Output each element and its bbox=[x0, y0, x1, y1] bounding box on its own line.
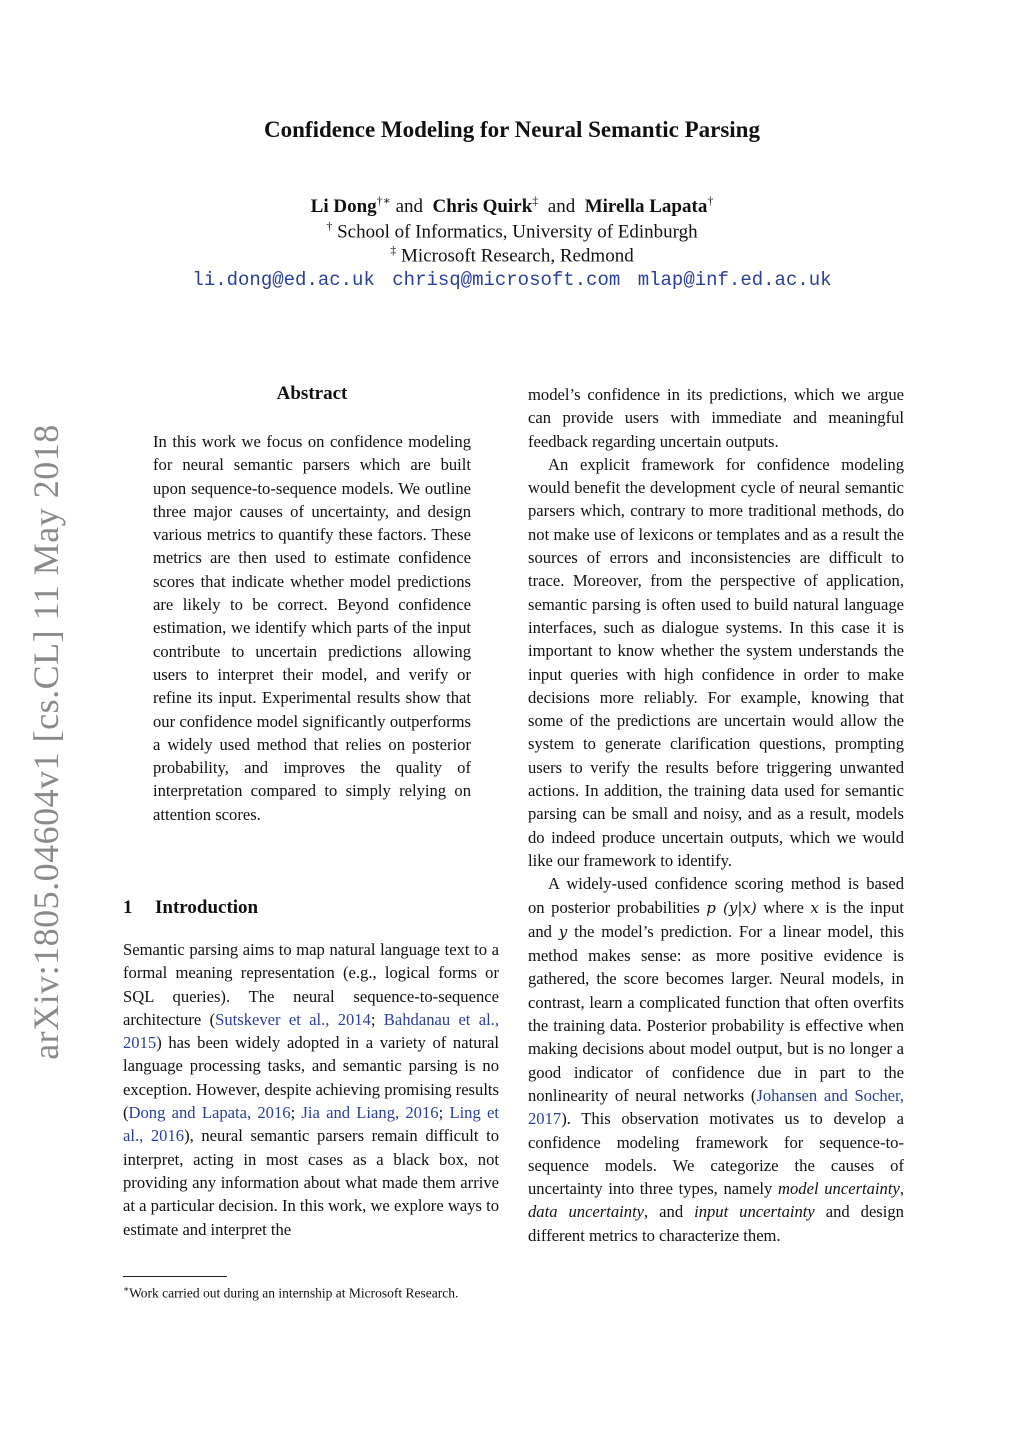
email-link[interactable]: li.dong@ed.ac.uk bbox=[192, 269, 375, 291]
citation-link[interactable]: Sutskever et al., 2014 bbox=[215, 1009, 371, 1029]
affiliation-mark: † bbox=[326, 219, 333, 233]
body-text: , bbox=[899, 1179, 904, 1199]
body-text: ) has been widely adopted in a variety of natural language processing tasks, and semantic parsing is no exception. However, despite achieving promising results ( bbox=[123, 1033, 499, 1123]
footnote-divider bbox=[123, 1276, 227, 1277]
body-text: ; bbox=[370, 1009, 384, 1029]
section-title: Introduction bbox=[155, 897, 259, 918]
body-text: ). This observation motivates us to develop a confidence modeling framework for sequence-to-sequence models. We categorize the causes of uncertainty into three types, namely bbox=[528, 1109, 904, 1199]
affiliation bbox=[0, 219, 1024, 243]
emphasis-text: input uncertainty bbox=[694, 1202, 815, 1222]
emphasis-text: model uncertainty bbox=[778, 1179, 900, 1199]
citation-link[interactable]: Dong and Lapata, 2016 bbox=[128, 1103, 291, 1123]
email-link[interactable]: chrisq@microsoft.com bbox=[392, 269, 621, 291]
author-name: Mirella Lapata bbox=[584, 196, 708, 217]
body-text: ), neural semantic parsers remain difficult to interpret, acting in most cases as a black box, not providing any information about what made them arrive at a particular decision. In this work, we explore ways to estimate and interpret the bbox=[123, 1126, 500, 1239]
section-heading bbox=[123, 897, 258, 919]
body-text: ; bbox=[438, 1103, 450, 1123]
email-link[interactable]: mlap@inf.ed.ac.uk bbox=[637, 269, 832, 291]
paper-title: Confidence Modeling for Neural Semantic Parsing bbox=[264, 117, 760, 142]
body-text: , and bbox=[644, 1202, 695, 1222]
author-name: Chris Quirk bbox=[432, 196, 533, 217]
body-text: where bbox=[756, 897, 811, 917]
citation-link[interactable]: Bahdanau et al., 2015 bbox=[123, 1009, 499, 1053]
author-separator: and bbox=[547, 196, 576, 217]
body-text: the model’s prediction. For a linear model, this method makes sense: as more positive evidence is gathered, the score becomes larger. Neural models, in contrast, learn a complicated function that often overfits the training data. Posterior probability is effective when making decisions about model output, but is no longer a good indicator of confidence due in part to the nonlinearity of neural networks ( bbox=[528, 921, 904, 1105]
footnote-text: Work carried out during an internship at Microsoft Research. bbox=[129, 1285, 459, 1301]
affiliation bbox=[0, 243, 1024, 267]
arxiv-identifier: arXiv:1805.04604v1 [cs.CL] 11 May 2018 bbox=[26, 424, 66, 1060]
abstract-heading: Abstract bbox=[276, 383, 348, 404]
citation-link[interactable]: Jia and Liang, 2016 bbox=[301, 1103, 439, 1123]
author-list bbox=[0, 195, 1024, 219]
right-column bbox=[528, 383, 904, 1247]
affiliation-text: School of Informatics, University of Edinburgh bbox=[337, 221, 698, 243]
author-separator: and bbox=[395, 196, 423, 217]
author-mark: ‡ bbox=[532, 193, 539, 208]
body-text: Semantic parsing aims to map natural language text to a formal meaning representation (e.g., logical forms or SQL queries). The neural sequence-to-sequence architecture ( bbox=[123, 940, 499, 1029]
body-text: and design different metrics to characterize them. bbox=[528, 1202, 904, 1245]
math-expression: y bbox=[558, 922, 568, 941]
body-paragraph: model’s confidence in its predictions, which we argue can provide users with immediate and meaningful feedback regarding uncertain outputs. bbox=[528, 385, 904, 451]
body-paragraph: An explicit framework for confidence modeling would benefit the development cycle of neural semantic parsers which, contrary to more traditional methods, do not make use of lexicons or templates and as a result the sources of errors and inconsistencies are difficult to trace. Moreover, from the perspective of application, semantic parsing is often used to build natural language interfaces, such as dialogue systems. In this case it is important to know whether the system understands the input queries with high confidence in order to make decisions more reliably. For example, knowing that some of the predictions are uncertain would allow the system to generate clarification questions, prompting users to verify the results before triggering unwanted actions. In addition, the training data used for semantic parsing can be small and noisy, and as a result, models do indeed produce uncertain outputs, which we would like our framework to identify. bbox=[528, 454, 904, 870]
affiliation-text: Microsoft Research, Redmond bbox=[401, 245, 634, 267]
section-number: 1 bbox=[123, 897, 133, 918]
footnote bbox=[123, 1281, 499, 1302]
affiliation-mark: ‡ bbox=[390, 243, 397, 257]
emphasis-text: data uncertainty bbox=[528, 1202, 645, 1222]
author-mark: †∗ bbox=[376, 193, 391, 208]
body-text: A widely-used confidence scoring method is based on posterior probabilities bbox=[528, 874, 904, 917]
body-text: ; bbox=[290, 1103, 302, 1123]
body-text: is the input and bbox=[528, 897, 905, 941]
citation-link[interactable]: Johansen and Socher, 2017 bbox=[528, 1085, 904, 1129]
body-paragraph bbox=[528, 872, 904, 1247]
introduction-paragraph bbox=[123, 938, 499, 1241]
math-expression: x bbox=[810, 898, 819, 917]
author-name: Li Dong bbox=[310, 196, 377, 217]
math-expression: p (y|x) bbox=[706, 898, 757, 917]
abstract-text: In this work we focus on confidence modeling for neural semantic parsers which are built upon sequence-to-sequence models. We outline three major causes of uncertainty, and design various metrics to quantify these factors. These metrics are then used to estimate confidence scores that indicate whether model predictions are likely to be correct. Beyond confidence estimation, we identify which parts of the input contribute to uncertain predictions allowing users to interpret their model, and verify or refine its input. Experimental results show that our confidence model significantly outperforms a widely used method that relies on posterior probability, and improves the quality of interpretation compared to simply relying on attention scores. bbox=[153, 432, 471, 824]
footnote-mark: ∗ bbox=[123, 1284, 130, 1294]
author-mark: † bbox=[707, 193, 714, 208]
email-list bbox=[0, 269, 1024, 291]
citation-link[interactable]: Ling et al., 2016 bbox=[123, 1103, 499, 1146]
